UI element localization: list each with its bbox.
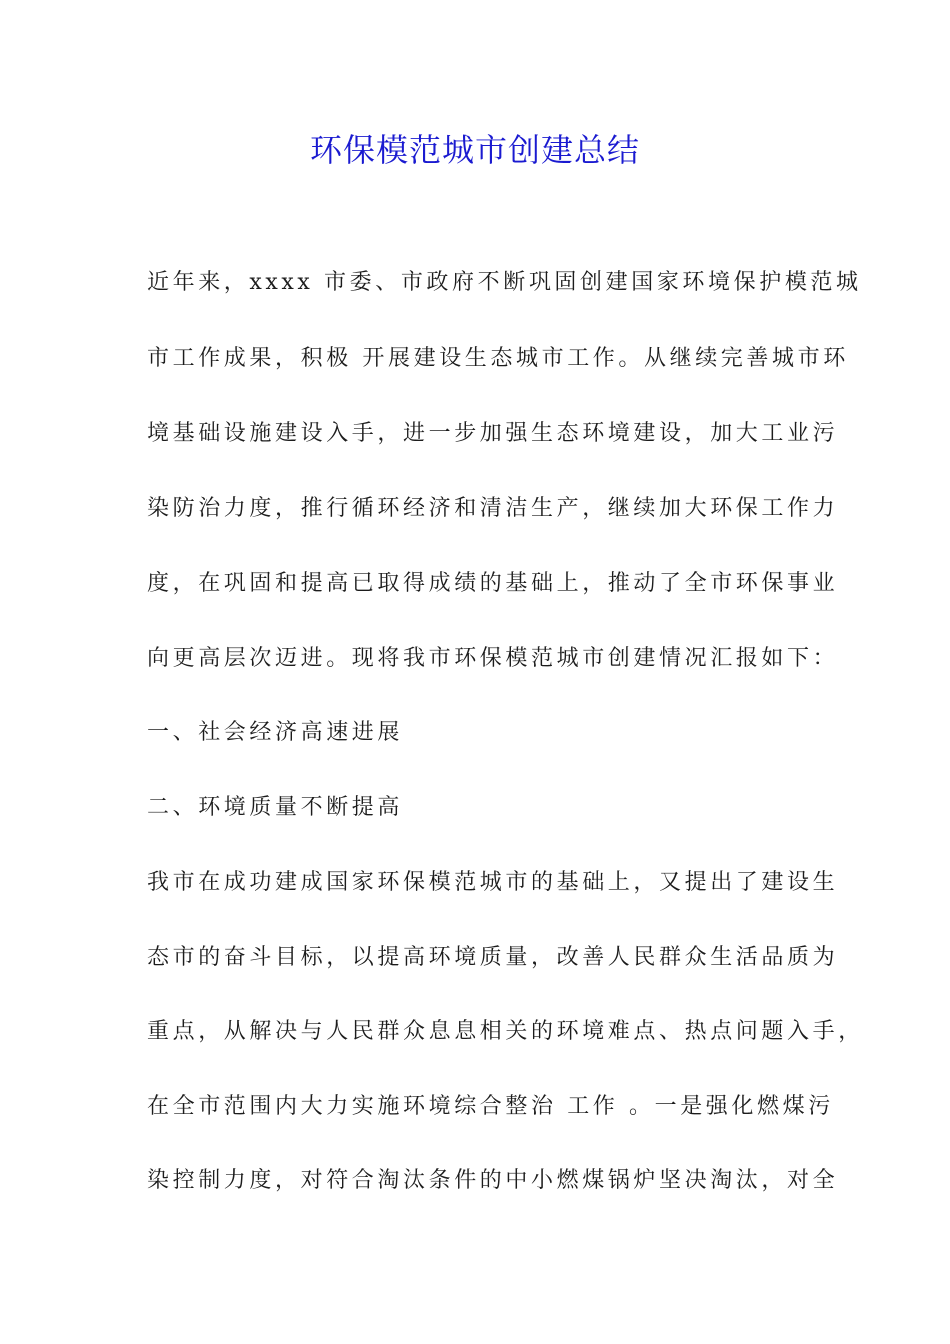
section-heading: 二、环境质量不断提高 bbox=[147, 795, 404, 820]
paragraph-line: 近年来，xxxx 市委、市政府不断巩固创建国家环境保护模范城 bbox=[147, 270, 862, 295]
paragraph-line: 重点，从解决与人民群众息息相关的环境难点、热点问题入手， bbox=[147, 1019, 864, 1044]
paragraph-line: 染控制力度，对符合淘汰条件的中小燃煤锅炉坚决淘汰，对全 bbox=[147, 1168, 839, 1193]
paragraph-line: 市工作成果，积极 开展建设生态城市工作。从继续完善城市环 bbox=[147, 346, 849, 371]
paragraph-line: 在全市范围内大力实施环境综合整治 工作 。一是强化燃煤污 bbox=[147, 1094, 834, 1119]
paragraph-line: 态市的奋斗目标，以提高环境质量，改善人民群众生活品质为 bbox=[147, 945, 839, 970]
document-title: 环保模范城市创建总结 bbox=[309, 131, 640, 169]
paragraph-line: 向更高层次迈进。现将我市环保模范城市创建情况汇报如下： bbox=[147, 646, 839, 671]
section-heading: 一、社会经济高速进展 bbox=[147, 720, 404, 745]
paragraph-line: 我市在成功建成国家环保模范城市的基础上，又提出了建设生 bbox=[147, 870, 839, 895]
paragraph-line: 境基础设施建设入手，进一步加强生态环境建设，加大工业污 bbox=[147, 421, 839, 446]
paragraph-line: 染防治力度，推行循环经济和清洁生产，继续加大环保工作力 bbox=[147, 496, 839, 521]
paragraph-line: 度，在巩固和提高已取得成绩的基础上，推动了全市环保事业 bbox=[147, 571, 839, 596]
